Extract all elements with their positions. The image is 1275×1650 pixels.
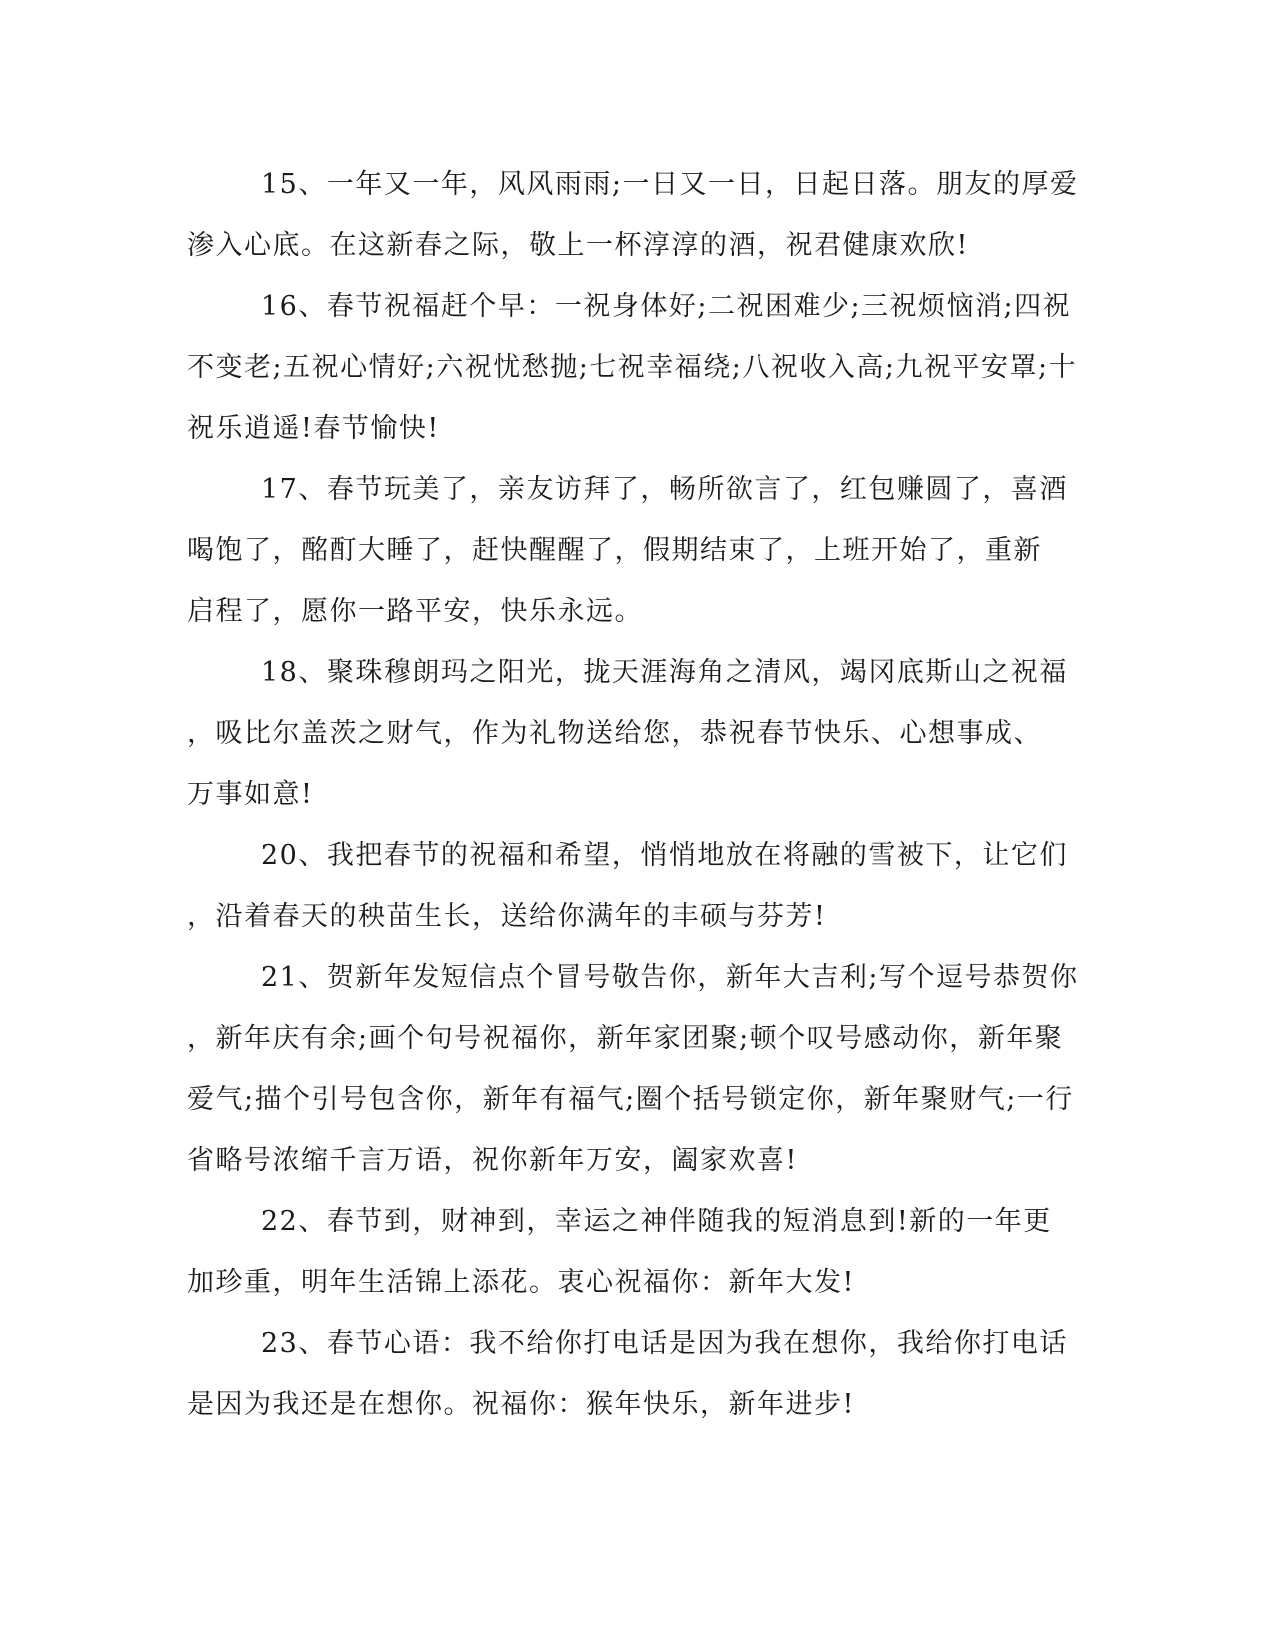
paragraph-line: 爱气;描个引号包含你，新年有福气;圈个括号锁定你，新年聚财气;一行 (187, 1084, 1074, 1115)
paragraph-23 (187, 1313, 1087, 1435)
paragraph-line: 祝乐逍遥!春节愉快! (187, 413, 440, 444)
paragraph-line: 15、一年又一年，风风雨雨;一日又一日，日起日落。朋友的厚爱 (261, 169, 1079, 200)
paragraph-17 (187, 459, 1087, 642)
paragraph-line: 22、春节到，财神到，幸运之神伴随我的短消息到!新的一年更 (261, 1206, 1052, 1237)
paragraph-line: 省略号浓缩千言万语，祝你新年万安，阖家欢喜! (187, 1145, 798, 1176)
paragraph-line: 喝饱了，酩酊大睡了，赶快醒醒了，假期结束了，上班开始了，重新 (187, 535, 1042, 566)
paragraph-15 (187, 154, 1087, 276)
paragraph-line: 不变老;五祝心情好;六祝忧愁抛;七祝幸福绕;八祝收入高;九祝平安罩;十 (187, 352, 1078, 383)
paragraph-20 (187, 825, 1087, 947)
paragraph-line: 启程了，愿你一路平安，快乐永远。 (187, 596, 643, 627)
paragraph-line: 16、春节祝福赶个早：一祝身体好;二祝困难少;三祝烦恼消;四祝 (261, 291, 1072, 322)
paragraph-18 (187, 642, 1087, 825)
paragraph-22 (187, 1191, 1087, 1313)
paragraph-line: 20、我把春节的祝福和希望，悄悄地放在将融的雪被下，让它们 (261, 840, 1068, 871)
paragraph-line: 21、贺新年发短信点个冒号敬告你，新年大吉利;写个逗号恭贺你 (261, 962, 1079, 993)
paragraph-line: 18、聚珠穆朗玛之阳光，拢天涯海角之清风，竭冈底斯山之祝福 (261, 657, 1068, 688)
paragraph-line: ，吸比尔盖茨之财气，作为礼物送给您，恭祝春节快乐、心想事成、 (187, 718, 1042, 749)
paragraph-21 (187, 947, 1087, 1191)
paragraph-line: 渗入心底。在这新春之际，敬上一杯淳淳的酒，祝君健康欢欣! (187, 230, 969, 261)
paragraph-line: ，新年庆有余;画个句号祝福你，新年家团聚;顿个叹号感动你，新年聚 (187, 1023, 1064, 1054)
paragraph-line: 23、春节心语：我不给你打电话是因为我在想你，我给你打电话 (261, 1328, 1068, 1359)
paragraph-line: ，沿着春天的秧苗生长，送给你满年的丰硕与芬芳! (187, 901, 827, 932)
paragraph-line: 万事如意! (187, 779, 314, 810)
paragraph-line: 是因为我还是在想你。祝福你：猴年快乐，新年进步! (187, 1389, 855, 1420)
paragraph-line: 加珍重，明年生活锦上添花。衷心祝福你：新年大发! (187, 1267, 855, 1298)
document-body (187, 154, 1087, 1435)
paragraph-16 (187, 276, 1087, 459)
paragraph-line: 17、春节玩美了，亲友访拜了，畅所欲言了，红包赚圆了，喜酒 (261, 474, 1068, 505)
